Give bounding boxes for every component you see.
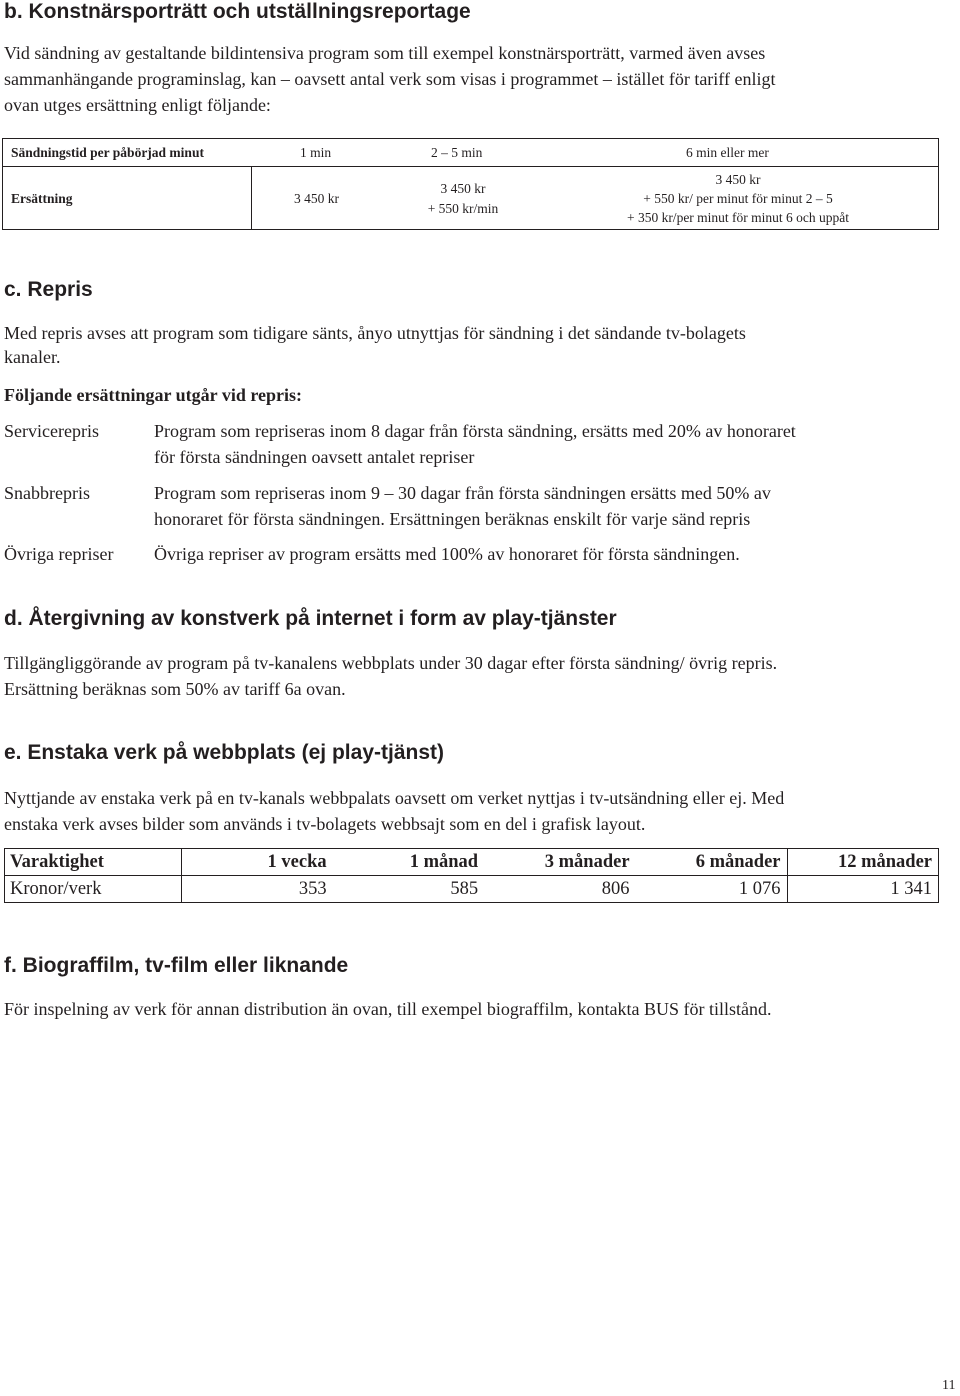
table-header-cell: 1 vecka	[181, 849, 332, 876]
table-header-cell: 6 min eller mer	[686, 145, 769, 160]
section-c-heading: c. Repris	[4, 278, 93, 301]
list-item	[4, 541, 940, 567]
section-e-line-1: Nyttjande av enstaka verk på en tv-kanals webbpalats oavsett om verket nyttjas i tv-utsändning eller ej. Med	[4, 788, 785, 808]
table-cell: 806	[484, 876, 635, 903]
section-d-line-1: Tillgängliggörande av program på tv-kanalens webbplats under 30 dagar efter första sändning/ övrig repris.	[4, 653, 778, 673]
list-item	[4, 480, 940, 532]
table-header-cell: Sändningstid per påbörjad minut	[11, 145, 204, 160]
repris-definition: Övriga repriser av program ersätts med 100% av honoraret för första sändningen.	[154, 544, 740, 564]
table-header-cell: 2 – 5 min	[431, 145, 483, 160]
repris-definition: honoraret för första sändningen. Ersättningen beräknas enskilt för varje sänd repris	[154, 509, 751, 529]
repris-term: Övriga repriser	[4, 544, 114, 564]
repris-definition: Program som repriseras inom 8 dagar från första sändning, ersätts med 20% av honoraret	[154, 421, 796, 441]
table-cell: 585	[333, 876, 484, 903]
table-header-cell: 1 månad	[333, 849, 484, 876]
table-divider	[251, 167, 252, 229]
table-cell: 1 341	[787, 876, 939, 903]
section-f-line-1: För inspelning av verk för annan distribution än ovan, till exempel biograffilm, kontakta BUS för tillstånd.	[4, 999, 772, 1019]
section-d-line-2: Ersättning beräknas som 50% av tariff 6a ovan.	[4, 679, 346, 699]
table-cell: 3 450 kr	[294, 191, 339, 206]
section-c-subheading: Följande ersättningar utgår vid repris:	[4, 385, 302, 405]
repris-term: Servicerepris	[4, 421, 99, 441]
repris-definition: Program som repriseras inom 9 – 30 dagar från första sändningen ersätts med 50% av	[154, 483, 771, 503]
list-item	[4, 418, 940, 470]
table-header-cell: Varaktighet	[5, 849, 182, 876]
table-header-cell: 3 månader	[484, 849, 635, 876]
table-cell: + 550 kr/min	[427, 201, 499, 216]
section-b-heading: b. Konstnärsporträtt och utställningsreportage	[4, 0, 471, 23]
table-cell: 3 450 kr	[440, 181, 486, 196]
section-e-heading: e. Enstaka verk på webbplats (ej play-tjänst)	[4, 741, 444, 764]
table-row-label: Ersättning	[11, 191, 73, 206]
table-cell: 353	[181, 876, 332, 903]
section-b-line-3: ovan utges ersättning enligt följande:	[4, 95, 271, 115]
table-header-cell: 6 månader	[636, 849, 787, 876]
section-b-line-2: sammanhängande programinslag, kan – oavsett antal verk som visas i programmet – istället för tariff enligt	[4, 69, 776, 89]
broadcast-time-table	[2, 138, 939, 230]
section-e-line-2: enstaka verk avses bilder som används i tv-bolagets webbsajt som en del i grafisk layout.	[4, 814, 646, 834]
table-cell: 1 076	[636, 876, 787, 903]
section-d-heading: d. Återgivning av konstverk på internet i form av play-tjänster	[4, 607, 617, 630]
section-f-heading: f. Biograffilm, tv-film eller liknande	[4, 954, 349, 977]
table-header-cell: 12 månader	[787, 849, 939, 876]
web-pricing-table	[4, 848, 939, 903]
page-number: 11	[942, 1378, 956, 1393]
section-b-line-1: Vid sändning av gestaltande bildintensiva program som till exempel konstnärsporträtt, varmed även avses	[4, 43, 766, 63]
table-header-row	[5, 849, 939, 876]
section-c-line-1: Med repris avses att program som tidigare sänts, ånyo utnyttjas för sändning i det sändande tv-bolagets	[4, 323, 746, 343]
repris-term: Snabbrepris	[4, 483, 90, 503]
table-cell: + 550 kr/ per minut för minut 2 – 5	[643, 191, 833, 206]
table-cell: Kronor/verk	[5, 876, 182, 903]
section-c-line-2: kanaler.	[4, 347, 61, 367]
table-header-cell: 1 min	[300, 145, 332, 160]
table-cell: + 350 kr/per minut för minut 6 och uppåt	[626, 210, 850, 225]
repris-definition: för första sändningen oavsett antalet repriser	[154, 447, 475, 467]
table-cell: 3 450 kr	[715, 172, 761, 187]
table-row	[5, 876, 939, 903]
